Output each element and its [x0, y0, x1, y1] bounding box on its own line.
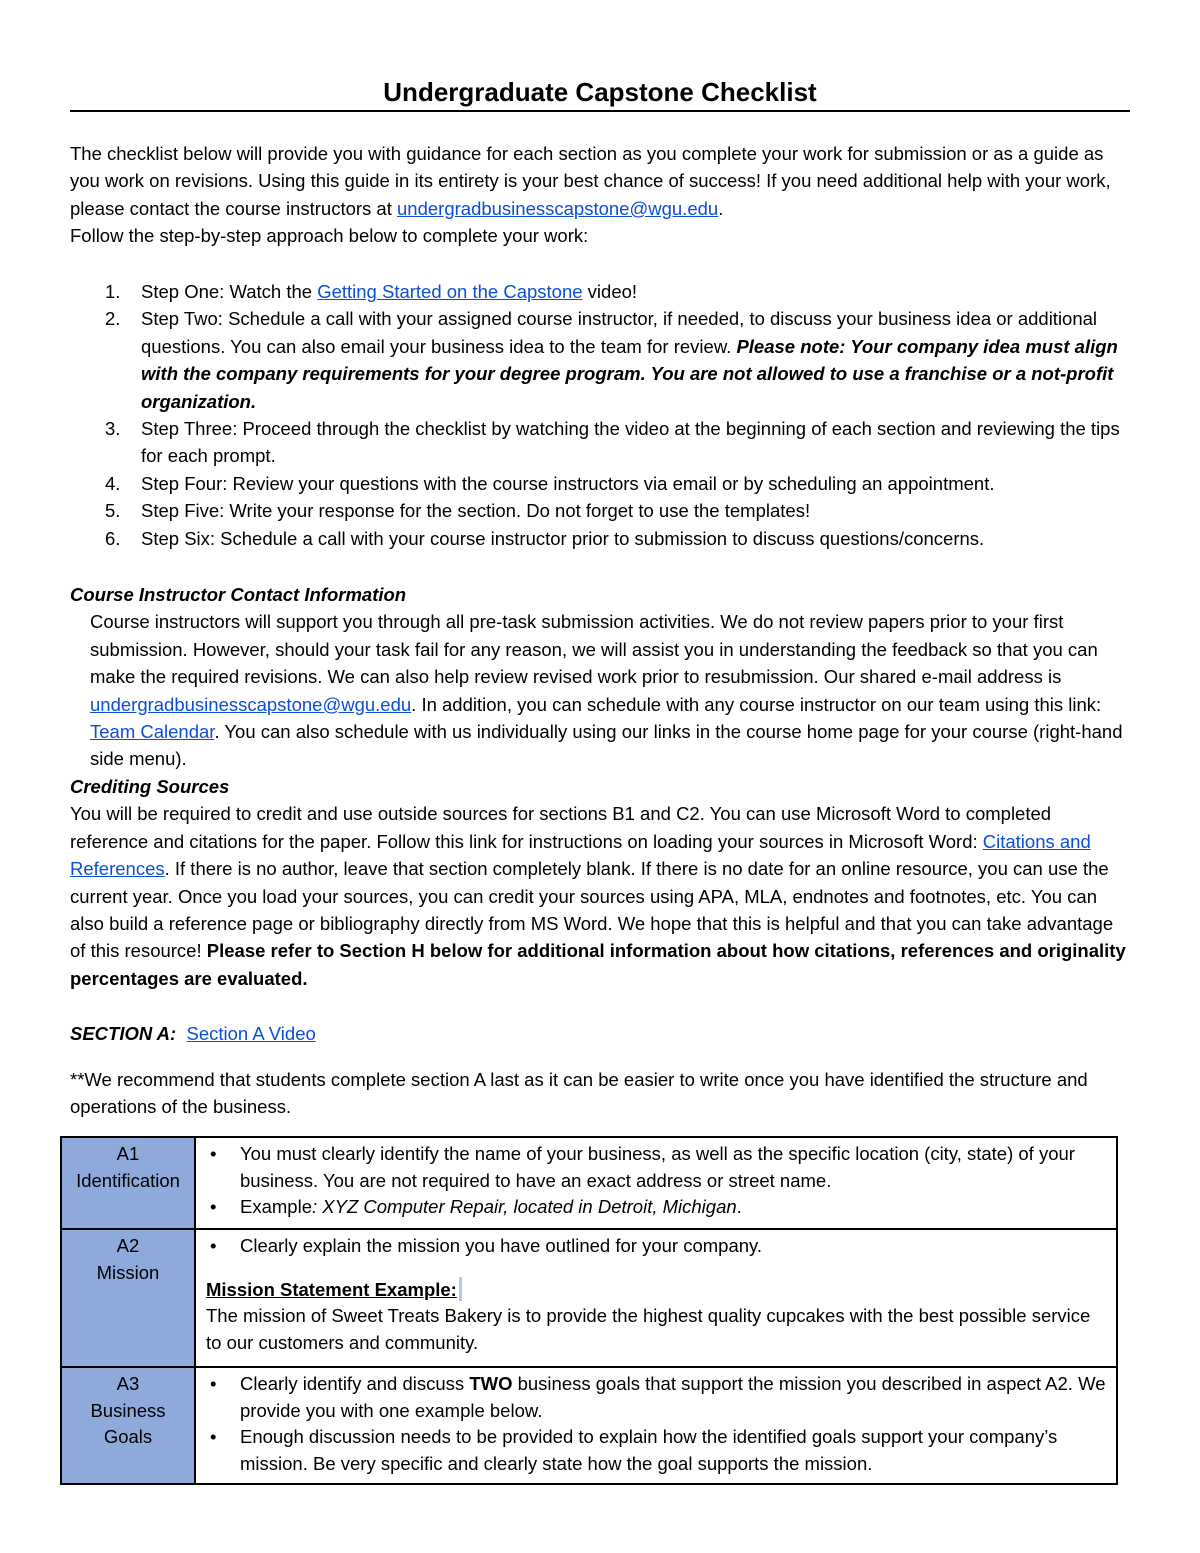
a1-name: Identification: [76, 1169, 180, 1191]
getting-started-video-link[interactable]: Getting Started on the Capstone: [317, 281, 583, 302]
crediting-text-2: . If there is no author, leave that section completely blank. If there is no date for an online resource, you can use the current year. Once you load your sources, you can credit your sources using APA, MLA, endnotes and footnotes, etc. You can also build a reference page or bibliography directly from MS Word. We hope that this is helpful and that you can take advantage of this resource!: [70, 858, 1114, 962]
a3-code: A3: [116, 1373, 140, 1394]
contact-text: Course instructors will support you through all pre-task submission activities. We do not review papers prior to your first submission. However, should your task fail for any reason, we will assist you in understanding the feedback so that you can make the required revisions. We can also help review revised work prior to resubmission. Our shared e-mail address is: [90, 611, 1098, 688]
a3-bullet-text-end: business goals that support the mission you described in aspect A2. We provide you with one example below.: [240, 1373, 1106, 1421]
crediting-bold-note: Please refer to Section H below for additional information about how citations, references and originality percentages are evaluated.: [70, 940, 1126, 989]
step-item: [70, 278, 1128, 305]
step-text: Step Six: Schedule a call with your course instructor prior to submission to discuss questions/concerns.: [141, 527, 985, 549]
section-a-label: SECTION A:: [70, 1023, 177, 1044]
step-item: [70, 497, 1128, 524]
table-row-a2: [61, 1229, 1117, 1367]
bullet: •: [210, 1143, 217, 1164]
a1-example-label: Example: [240, 1196, 312, 1217]
step-text: Step One: Watch the: [141, 281, 318, 302]
a3-label-cell: [61, 1367, 195, 1484]
a2-bullet-text: Clearly explain the mission you have outlined for your company.: [240, 1235, 763, 1256]
text-cursor: [459, 1277, 462, 1301]
a3-bullet-bold: TWO: [469, 1373, 513, 1394]
a2-code: A2: [116, 1235, 140, 1256]
step-item: [70, 415, 1128, 470]
step-number: 1.: [105, 281, 121, 302]
mission-example-text: The mission of Sweet Treats Bakery is to provide the highest quality cupcakes with the best possible service to our customers and community.: [206, 1305, 1091, 1353]
contact-paragraph: [70, 608, 1128, 772]
crediting-section: [70, 773, 1128, 992]
list-item: [206, 1194, 1110, 1221]
table-row-a1: [61, 1137, 1117, 1229]
list-item: [206, 1233, 1110, 1260]
contact-text-2: . In addition, you can schedule with any course instructor on our team using this link:: [411, 693, 1102, 715]
step-number: 6.: [105, 527, 121, 549]
title-divider: [70, 110, 1130, 112]
bullet: •: [210, 1235, 217, 1256]
a2-label-cell: [61, 1229, 195, 1367]
a2-name: Mission: [96, 1261, 160, 1283]
step-item: [70, 305, 1128, 415]
a3-bullet-text-2: Enough discussion needs to be provided to explain how the identified goals support your company’s mission. Be very specific and clearly state how the goal supports the mission.: [240, 1426, 1058, 1474]
step-text-end: video!: [582, 281, 638, 302]
instructor-email-link[interactable]: undergradbusinesscapstone@wgu.edu: [397, 197, 719, 219]
section-a-table: [60, 1136, 1118, 1485]
a3-content-cell: [195, 1367, 1117, 1484]
table-row-a3: [61, 1367, 1117, 1484]
step-item: [70, 470, 1128, 497]
a1-example-end: .: [736, 1196, 742, 1217]
mission-example-heading: Mission Statement Example:: [206, 1278, 457, 1300]
a3-name-line2: Goals: [103, 1426, 153, 1447]
a1-content-cell: [195, 1137, 1117, 1229]
section-a-header: [70, 1020, 1128, 1047]
intro-paragraph: [70, 140, 1128, 250]
intro-follow-text: Follow the step-by-step approach below to complete your work:: [70, 225, 589, 247]
step-text: Step Five: Write your response for the section. Do not forget to use the templates!: [141, 500, 811, 522]
list-item: [206, 1424, 1110, 1477]
page-title: Undergraduate Capstone Checklist: [383, 77, 817, 107]
a1-example-text: : XYZ Computer Repair, located in Detroit, Michigan: [311, 1196, 737, 1217]
intro-period: .: [718, 197, 724, 219]
step-text: Step Three: Proceed through the checklist by watching the video at the beginning of each section and reviewing the tips for each prompt.: [141, 418, 1120, 467]
crediting-text: You will be required to credit and use outside sources for sections B1 and C2. You can use Microsoft Word to completed reference and citations for the paper. Follow this link for instructions on loading your sources in Microsoft Word:: [70, 803, 1052, 852]
a3-bullet-text: Clearly identify and discuss: [240, 1373, 470, 1394]
bullet: •: [210, 1426, 217, 1447]
step-item: [70, 525, 1128, 552]
bullet: •: [210, 1373, 217, 1394]
step-text: Step Four: Review your questions with the course instructors via email or by scheduling an appointment.: [141, 472, 995, 494]
a1-label-cell: [61, 1137, 195, 1229]
mission-example-heading-row: [206, 1277, 1110, 1304]
list-item: [206, 1371, 1110, 1424]
section-a-recommendation: **We recommend that students complete section A last as it can be easier to write once you have identified the structure and operations of the business.: [70, 1069, 1088, 1118]
crediting-paragraph: [70, 800, 1128, 992]
contact-heading: Course Instructor Contact Information: [70, 584, 407, 605]
contact-section: [70, 581, 1128, 773]
step-number: 5.: [105, 500, 121, 522]
step-number: 3.: [105, 418, 121, 440]
bullet: •: [210, 1196, 217, 1217]
step-text: Step Two: Schedule a call with your assigned course instructor, if needed, to discuss your business idea or additional questions. You can also email your business idea to the team for review.: [141, 308, 1098, 357]
team-calendar-link[interactable]: Team Calendar: [90, 721, 215, 743]
crediting-heading: Crediting Sources: [70, 776, 230, 797]
step-number: 4.: [105, 472, 121, 494]
a1-bullet-text: You must clearly identify the name of your business, as well as the specific location (city, state) of your business. You are not required to have an exact address or street name.: [240, 1143, 1075, 1191]
step-number: 2.: [105, 308, 121, 330]
contact-text-3: . You can also schedule with us individually using our links in the course home page for your course (right-hand side menu).: [90, 721, 1123, 770]
step-note: Please note: Your company idea must align with the company requirements for your degree program. You are not allowed to use a franchise or a not-profit organization.: [141, 335, 1118, 412]
a3-name-line1: Business: [90, 1399, 166, 1421]
a2-content-cell: [195, 1229, 1117, 1367]
section-a-video-link[interactable]: Section A Video: [186, 1023, 316, 1044]
citations-references-link[interactable]: Citations and References: [70, 830, 1091, 880]
contact-email-link[interactable]: undergradbusinesscapstone@wgu.edu: [90, 693, 412, 715]
steps-list: [70, 278, 1128, 552]
intro-text: The checklist below will provide you with guidance for each section as you complete your work for submission or as a guide as you work on revisions. Using this guide in its entirety is your best chance of success! If you need additional help with your work, please contact the course instructors at: [70, 143, 1111, 219]
a1-code: A1: [116, 1143, 140, 1164]
list-item: [206, 1141, 1110, 1194]
